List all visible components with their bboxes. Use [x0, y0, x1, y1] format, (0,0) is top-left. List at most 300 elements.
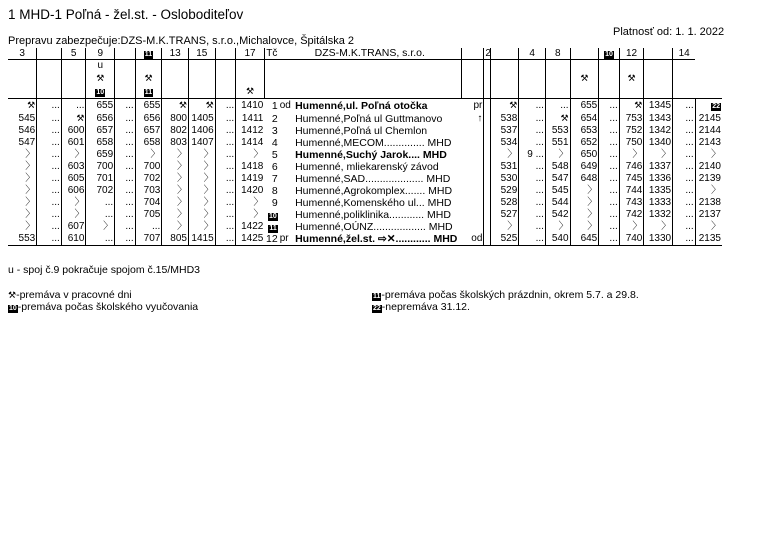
- time-cell: ...: [519, 233, 546, 246]
- symbol-cell: [115, 85, 136, 99]
- stop-number: 8: [271, 185, 278, 197]
- od-label: [279, 125, 293, 137]
- time-cell: 〉: [162, 197, 189, 209]
- time-cell: 1407: [188, 137, 215, 149]
- symbol-cell: [135, 85, 162, 99]
- time-cell: ...: [115, 137, 136, 149]
- time-cell: ...: [86, 209, 115, 221]
- od-label: [279, 221, 293, 233]
- time-cell: 750: [619, 137, 644, 149]
- time-cell: 527: [490, 209, 519, 221]
- stop-name: Humenné,ul. Poľná otočka: [295, 99, 428, 112]
- legend-holidays: [372, 289, 639, 301]
- stop-number: [264, 221, 278, 233]
- validity-date: Platnosť od: 1. 1. 2022: [613, 26, 725, 38]
- time-cell: ...: [115, 149, 136, 161]
- time-cell: 1340: [644, 137, 673, 149]
- symbol-cell: [461, 85, 484, 99]
- time-cell: 〉: [25, 185, 36, 196]
- time-cell: 531: [490, 161, 519, 173]
- time-cell: ...: [37, 197, 62, 209]
- time-cell: ...: [673, 99, 696, 113]
- time-cell: 〉: [188, 221, 215, 233]
- time-cell: 705: [135, 209, 162, 221]
- stop-row: [8, 185, 722, 197]
- arrival-label: [461, 185, 484, 197]
- time-cell: ...: [115, 173, 136, 185]
- time-cell: 656: [135, 112, 162, 125]
- stop-number: 7: [271, 173, 278, 185]
- time-cell: 2137: [695, 209, 722, 221]
- time-cell: 1342: [644, 125, 673, 137]
- column-header: 15: [188, 48, 215, 60]
- column-header: 13: [162, 48, 189, 60]
- badge-icon: 22: [373, 305, 381, 312]
- symbol-cell: [673, 60, 696, 73]
- time-cell: 1330: [644, 233, 673, 246]
- time-cell: 538: [490, 112, 519, 125]
- column-header: [599, 48, 620, 60]
- time-cell: 544: [545, 197, 570, 209]
- stop-row: [8, 209, 722, 221]
- column-header: [461, 48, 484, 60]
- arrival-label: [461, 173, 484, 185]
- time-cell: 〉: [545, 149, 570, 161]
- column-header: [37, 48, 62, 60]
- time-cell: ...: [673, 137, 696, 149]
- time-cell: ...: [215, 173, 236, 185]
- time-cell: ...: [115, 112, 136, 125]
- symbol-cell: [519, 72, 546, 85]
- legend-not-running: [372, 301, 470, 313]
- time-cell: 〉: [695, 149, 722, 161]
- symbol-cell: [37, 85, 62, 99]
- time-cell: ...: [673, 125, 696, 137]
- symbol-cell: [619, 60, 644, 73]
- symbol-cell: [519, 85, 546, 99]
- time-cell: 1345: [644, 99, 673, 113]
- time-cell: 744: [619, 185, 644, 197]
- time-cell: 805: [162, 233, 189, 246]
- hammers-icon: ⚒: [144, 73, 153, 83]
- time-cell: ...: [115, 197, 136, 209]
- column-header: [644, 48, 673, 60]
- stop-row: [8, 233, 722, 246]
- symbol-cell: [8, 85, 37, 99]
- time-cell: ...: [86, 233, 115, 246]
- time-cell: 600: [61, 125, 86, 137]
- time-cell: 1343: [644, 112, 673, 125]
- time-cell: 700: [86, 161, 115, 173]
- time-cell: ...: [37, 233, 62, 246]
- spacer: [279, 85, 462, 99]
- stop-row: [8, 149, 722, 161]
- time-cell: 〉: [61, 197, 86, 209]
- time-cell: ...: [215, 197, 236, 209]
- time-cell: 553: [8, 233, 37, 246]
- stop-name: Humenné,Poľná ul Guttmanovo: [295, 112, 443, 125]
- stop-row: [8, 112, 722, 125]
- time-cell: 658: [135, 137, 162, 149]
- time-cell: [61, 112, 86, 125]
- time-cell: 〉: [188, 185, 215, 197]
- column-header: 17: [236, 48, 265, 60]
- stop-name: Humenné,SAD.................... MHD: [295, 173, 451, 185]
- symbol-cell: [37, 72, 62, 85]
- time-cell: 745: [619, 173, 644, 185]
- column-header: [570, 48, 599, 60]
- hammers-icon: ⚒: [580, 73, 589, 83]
- legend-workday: [8, 289, 132, 301]
- symbol-cell: [188, 72, 215, 85]
- time-cell: 540: [545, 233, 570, 246]
- time-cell: ...: [86, 197, 115, 209]
- time-cell: 653: [570, 125, 599, 137]
- hammers-icon: ⚒: [27, 100, 36, 110]
- time-cell: 802: [162, 125, 189, 137]
- time-cell: ...: [599, 112, 620, 125]
- time-cell: 657: [86, 125, 115, 137]
- time-cell: ...: [519, 112, 546, 125]
- timetable: [8, 48, 722, 246]
- stop-number: [264, 209, 278, 221]
- symbol-cell: [644, 72, 673, 85]
- time-cell: 650: [570, 149, 599, 161]
- time-cell: 〉: [570, 185, 599, 197]
- time-cell: ...: [115, 99, 136, 113]
- time-cell: ...: [599, 221, 620, 233]
- time-cell: 〉: [545, 221, 570, 233]
- time-cell: 〉: [188, 197, 215, 209]
- stop-number: 2: [271, 112, 278, 125]
- time-cell: 〉: [695, 221, 722, 233]
- time-cell: [8, 99, 37, 113]
- symbol-cell: [236, 60, 265, 73]
- hammers-icon: ⚒: [8, 290, 17, 300]
- legend-text: -premáva počas školského vyučovania: [17, 301, 199, 313]
- time-cell: 〉: [162, 185, 189, 197]
- time-cell: 1337: [644, 161, 673, 173]
- time-cell: 603: [61, 161, 86, 173]
- time-cell: 1412: [236, 125, 265, 137]
- header-row: [8, 48, 722, 60]
- stop-row: [8, 221, 722, 233]
- time-cell: 1419: [236, 173, 265, 185]
- symbol-cell: [570, 85, 599, 99]
- time-cell: ...: [215, 149, 236, 161]
- hammers-icon: ⚒: [205, 100, 214, 110]
- stop-row: [8, 99, 722, 113]
- time-cell: 〉: [162, 161, 189, 173]
- time-cell: [188, 99, 215, 113]
- time-cell: 2138: [695, 197, 722, 209]
- stop-name: Humenné,žel.st. ⇨✕............ MHD: [293, 233, 461, 246]
- time-cell: ...: [215, 137, 236, 149]
- symbol-cell: [86, 72, 115, 85]
- od-label: [279, 112, 293, 125]
- time-cell: ...: [37, 137, 62, 149]
- time-cell: 542: [545, 209, 570, 221]
- time-cell: ...: [519, 209, 546, 221]
- time-cell: 528: [490, 197, 519, 209]
- time-cell: 〉: [86, 221, 115, 233]
- time-cell: 〉: [619, 221, 644, 233]
- stop-row: [8, 161, 722, 173]
- time-cell: ...: [37, 173, 62, 185]
- time-cell: 546: [18, 125, 36, 136]
- column-header: 9: [86, 48, 115, 60]
- time-cell: 〉: [236, 149, 265, 161]
- stop-name: Humenné,poliklinika............ MHD: [295, 209, 451, 221]
- symbol-cell: [461, 72, 484, 85]
- time-cell: 657: [135, 125, 162, 137]
- time-cell: 648: [570, 173, 599, 185]
- arrival-label: [461, 149, 484, 161]
- time-cell: 658: [86, 137, 115, 149]
- time-cell: 701: [86, 173, 115, 185]
- symbol-cell: [162, 72, 189, 85]
- symbol-cell: [61, 72, 86, 85]
- legend-text: -premáva počas školských prázdnin, okrem 5.7. a 29.8.: [381, 289, 639, 301]
- symbol-cell: [215, 60, 236, 73]
- badge-icon: 10: [268, 213, 277, 220]
- stop-name: Humenné,MECOM.............. MHD: [295, 137, 452, 149]
- time-cell: 1425: [236, 233, 265, 246]
- column-header: [135, 48, 162, 60]
- time-cell: ...: [37, 125, 62, 137]
- time-cell: 704: [135, 197, 162, 209]
- badge-icon: 22: [712, 102, 720, 110]
- time-cell: ...: [215, 233, 236, 246]
- time-cell: 〉: [162, 209, 189, 221]
- time-cell: 1405: [188, 112, 215, 125]
- time-cell: 803: [162, 137, 189, 149]
- time-cell: 1422: [236, 221, 265, 233]
- time-cell: ...: [599, 161, 620, 173]
- od-label: [279, 161, 293, 173]
- time-cell: ...: [115, 125, 136, 137]
- symbol-cell: [644, 85, 673, 99]
- stop-name: Humenné,OÚNZ.................. MHD: [295, 221, 453, 233]
- time-cell: ...: [37, 185, 62, 197]
- time-cell: ...: [215, 99, 236, 113]
- time-cell: ...: [519, 161, 546, 173]
- badge-icon: 11: [144, 51, 153, 58]
- time-cell: 〉: [236, 209, 265, 221]
- time-cell: 〉: [490, 221, 519, 233]
- symbol-cell: [644, 60, 673, 73]
- time-cell: 654: [570, 112, 599, 125]
- time-cell: 〉: [188, 173, 215, 185]
- od-label: [279, 149, 293, 161]
- symbol-cell: [37, 60, 62, 73]
- time-cell: ...: [673, 149, 696, 161]
- hammers-icon: ⚒: [627, 73, 636, 83]
- stop-number: 3: [271, 125, 278, 137]
- time-cell: 〉: [61, 149, 86, 161]
- time-cell: 742: [619, 209, 644, 221]
- symbol-cell: [215, 85, 236, 99]
- time-cell: 2139: [695, 173, 722, 185]
- time-cell: 2135: [695, 233, 722, 246]
- time-cell: 〉: [236, 197, 265, 209]
- column-header: 8: [545, 48, 570, 60]
- footnote: u - spoj č.9 pokračuje spojom č.15/MHD3: [8, 264, 200, 276]
- symbol-cell: [61, 85, 86, 99]
- symbol-cell: [61, 60, 86, 73]
- time-cell: ...: [519, 197, 546, 209]
- symbol-cell: [135, 72, 162, 85]
- stop-name: Humenné,Komenského ul... MHD: [295, 197, 452, 209]
- symbol-cell: [519, 60, 546, 73]
- badge-icon: 10: [9, 305, 17, 312]
- arrival-label: [461, 197, 484, 209]
- time-cell: ...: [37, 221, 62, 233]
- arrival-label: [461, 125, 484, 137]
- time-cell: ...: [215, 125, 236, 137]
- symbol-cell: [570, 72, 599, 85]
- legend-text: -nepremáva 31.12.: [381, 301, 470, 313]
- time-cell: ...: [215, 221, 236, 233]
- arrival-label: [461, 209, 484, 221]
- symbol-cell: [115, 72, 136, 85]
- symbol-cell: [619, 72, 644, 85]
- operator-name: DZS-M.K.TRANS, s.r.o.: [279, 48, 462, 60]
- symbol-cell: [236, 72, 265, 85]
- time-cell: 1410: [236, 99, 265, 113]
- time-cell: 655: [135, 99, 162, 113]
- column-header: [115, 48, 136, 60]
- hammers-icon: ⚒: [634, 100, 643, 110]
- time-cell: ...: [599, 197, 620, 209]
- time-cell: ...: [519, 125, 546, 137]
- symbol-cell: u: [86, 60, 115, 73]
- time-cell: 545: [18, 112, 36, 124]
- time-cell: 〉: [570, 197, 599, 209]
- time-cell: 703: [135, 185, 162, 197]
- time-cell: 〉: [619, 149, 644, 161]
- time-cell: 530: [490, 173, 519, 185]
- symbol-cell: [545, 85, 570, 99]
- time-cell: 649: [570, 161, 599, 173]
- stop-number: 12: [266, 233, 278, 245]
- time-cell: 800: [162, 112, 189, 125]
- badge-icon: 11: [373, 293, 381, 300]
- od-label: od: [279, 99, 291, 111]
- time-cell: 〉: [644, 149, 673, 161]
- time-cell: 529: [490, 185, 519, 197]
- stop-number: 4: [271, 137, 278, 149]
- symbol-cell: [135, 60, 162, 73]
- time-cell: 606: [61, 185, 86, 197]
- time-cell: 〉: [25, 149, 36, 160]
- time-cell: ...: [519, 221, 546, 233]
- symbol-cell: [162, 60, 189, 73]
- time-cell: 〉: [490, 149, 519, 161]
- arrival-label: pr: [473, 99, 483, 111]
- time-cell: 〉: [644, 221, 673, 233]
- hammers-icon: ⚒: [178, 100, 187, 110]
- time-cell: 〉: [162, 173, 189, 185]
- stop-number: 1: [271, 99, 278, 112]
- time-cell: 〉: [570, 209, 599, 221]
- time-cell: 752: [619, 125, 644, 137]
- time-cell: ...: [673, 185, 696, 197]
- badge-icon: 11: [269, 225, 277, 232]
- time-cell: [162, 99, 189, 113]
- time-cell: ...: [37, 99, 62, 113]
- symbol-cell: [162, 85, 189, 99]
- column-header: 5: [61, 48, 86, 60]
- time-cell: ...: [599, 173, 620, 185]
- column-header: [490, 48, 519, 60]
- od-label: pr: [279, 233, 293, 246]
- hammers-icon: ⚒: [560, 113, 569, 123]
- stop-name: Humenné,Agrokomplex....... MHD: [295, 185, 453, 197]
- symbol-cell: [490, 72, 519, 85]
- time-cell: ...: [519, 99, 546, 113]
- time-cell: 1406: [188, 125, 215, 137]
- column-header: 14: [673, 48, 696, 60]
- symbol-cell: [673, 85, 696, 99]
- time-cell: 545: [545, 185, 570, 197]
- time-cell: 1411: [236, 112, 265, 125]
- stop-row: [8, 137, 722, 149]
- time-cell: 2145: [695, 112, 722, 125]
- symbol-cell: [86, 85, 115, 99]
- column-header: 12: [619, 48, 644, 60]
- stop-name: Humenné, mliekarenský závod: [295, 161, 439, 173]
- time-cell: ...: [599, 125, 620, 137]
- time-cell: ...: [545, 99, 570, 113]
- time-cell: ...: [599, 137, 620, 149]
- time-cell: 656: [86, 112, 115, 125]
- hammers-icon: ⚒: [96, 73, 105, 83]
- time-cell: 〉: [25, 221, 36, 232]
- time-cell: ...: [215, 209, 236, 221]
- time-cell: 1414: [236, 137, 265, 149]
- time-cell: ...: [519, 137, 546, 149]
- arrival-label: ↑: [477, 112, 483, 124]
- page-title: 1 MHD-1 Poľná - žel.st. - Osloboditeľov: [8, 7, 244, 22]
- time-cell: 743: [619, 197, 644, 209]
- operator-info: Prepravu zabezpečuje:DZS-M.K.TRANS, s.r.o.,Michalovce, Špitálska 2: [8, 35, 355, 47]
- legend-text: -premáva v pracovné dni: [16, 289, 132, 301]
- time-cell: 652: [570, 137, 599, 149]
- time-cell: 〉: [25, 197, 36, 208]
- time-cell: 601: [61, 137, 86, 149]
- time-cell: 659: [86, 149, 115, 161]
- time-cell: ...: [37, 209, 62, 221]
- time-cell: ...: [673, 173, 696, 185]
- time-cell: 9 ...: [519, 149, 546, 161]
- symbol-cell: [599, 72, 620, 85]
- time-cell: ...: [215, 161, 236, 173]
- time-cell: 〉: [188, 149, 215, 161]
- time-cell: ...: [519, 173, 546, 185]
- symbol-cell: [490, 60, 519, 73]
- time-cell: 1332: [644, 209, 673, 221]
- symbol-cell: [8, 60, 37, 73]
- time-cell: 〉: [25, 209, 36, 220]
- time-cell: ...: [115, 209, 136, 221]
- time-cell: 702: [135, 173, 162, 185]
- time-cell: ...: [215, 112, 236, 125]
- symbol-cell: [264, 85, 278, 99]
- time-cell: [545, 112, 570, 125]
- time-cell: 702: [86, 185, 115, 197]
- symbol-cell: [188, 85, 215, 99]
